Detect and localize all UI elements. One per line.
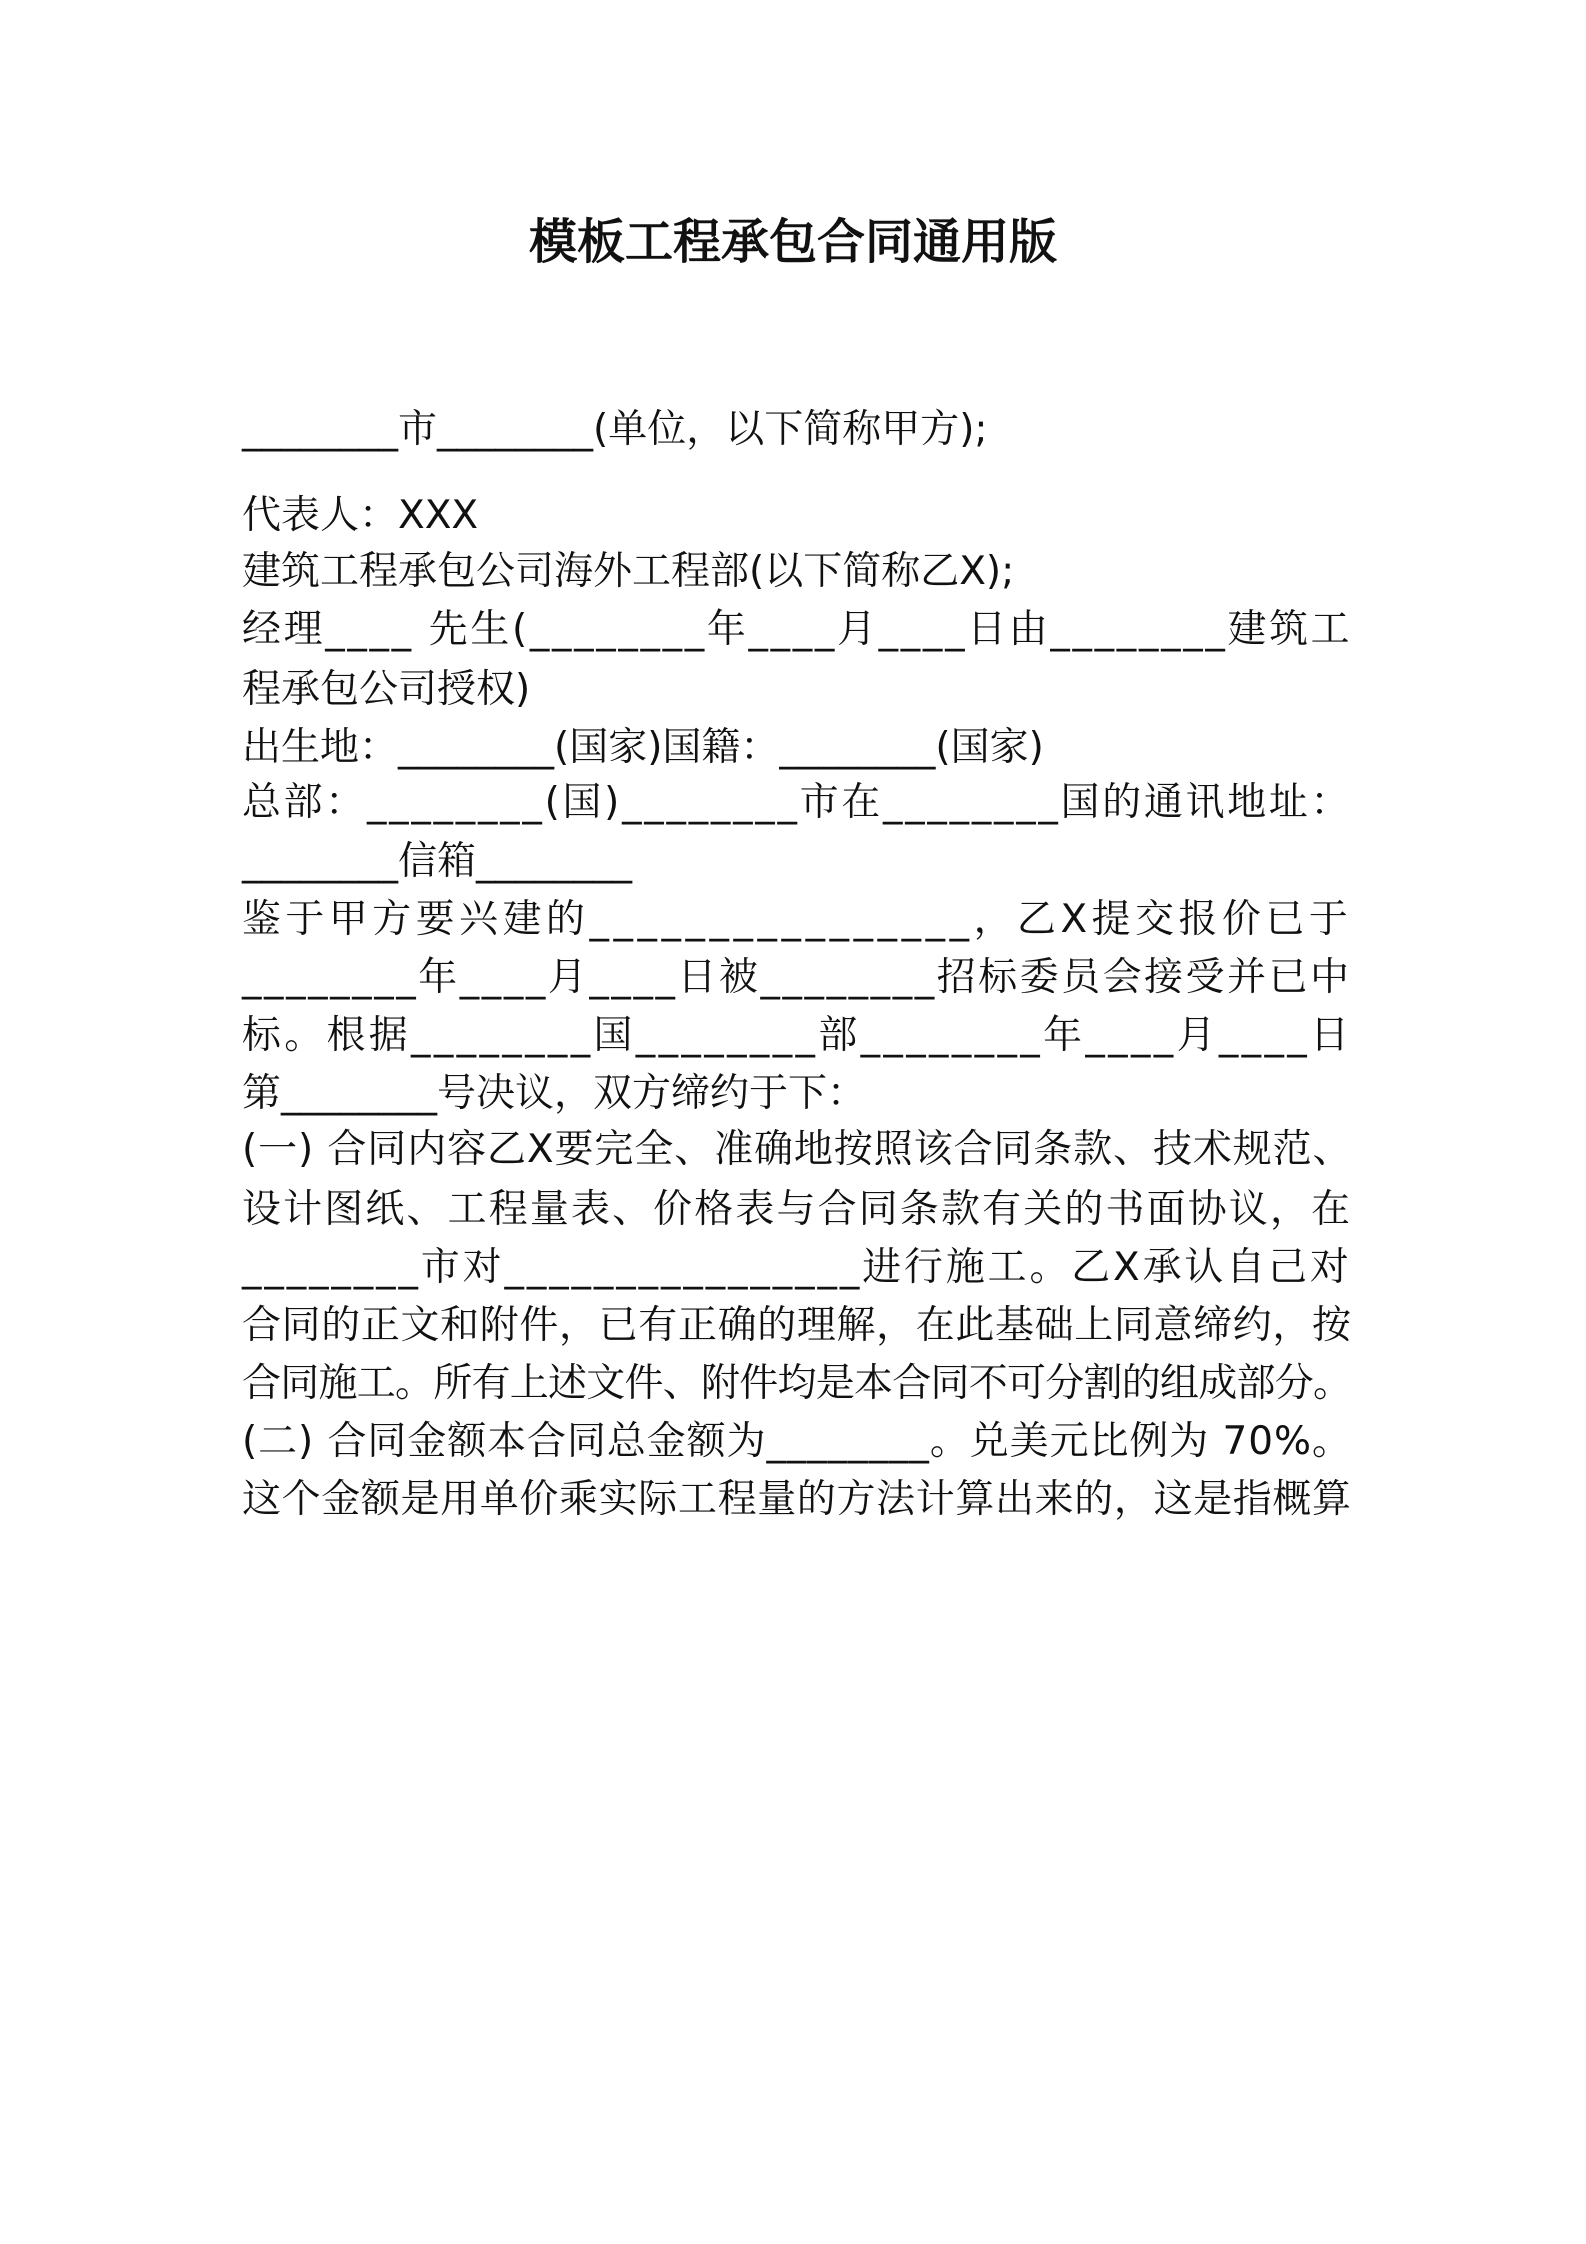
- body-line: 合同施工。所有上述文件、附件均是本合同不可分割的组成部分。: [242, 1361, 1352, 1406]
- body-line: (一) 合同内容乙X要完全、准确地按照该合同条款、技术规范、: [242, 1127, 1353, 1172]
- body-line: 合同的正文和附件，已有正确的理解，在此基础上同意缔约，按: [242, 1303, 1352, 1348]
- body-line: ________信箱________: [242, 839, 633, 884]
- body-line: ________市________(单位，以下简称甲方);: [242, 407, 988, 452]
- body-line: 总部：________(国)________市在________国的通讯地址：: [242, 780, 1353, 825]
- document-title: 模板工程承包合同通用版: [528, 214, 1057, 270]
- body-line: 经理____ 先生(________年____月____日由________建筑工: [242, 607, 1353, 652]
- body-line: ________年____月____日被________招标委员会接受并已中: [242, 955, 1352, 1000]
- body-line: 第________号决议，双方缔约于下：: [242, 1071, 867, 1116]
- body-line: 设计图纸、工程量表、价格表与合同条款有关的书面协议，在: [242, 1187, 1353, 1232]
- body-line: ________市对________________进行施工。乙X承认自己对: [242, 1245, 1352, 1290]
- body-line: 出生地：________(国家)国籍：________(国家): [242, 725, 1044, 770]
- body-line: 建筑工程承包公司海外工程部(以下简称乙X);: [242, 549, 1015, 594]
- body-line: 程承包公司授权): [242, 667, 531, 712]
- body-line: (二) 合同金额本合同总金额为________。兑美元比例为 70%。: [242, 1419, 1352, 1464]
- body-line: 这个金额是用单价乘实际工程量的方法计算出来的，这是指概算: [242, 1477, 1352, 1522]
- body-line: 标。根据________国________部________年____月____日: [242, 1013, 1353, 1058]
- body-line: 代表人：XXX: [242, 493, 479, 538]
- body-line: 鉴于甲方要兴建的________________，乙X提交报价已于: [242, 897, 1353, 942]
